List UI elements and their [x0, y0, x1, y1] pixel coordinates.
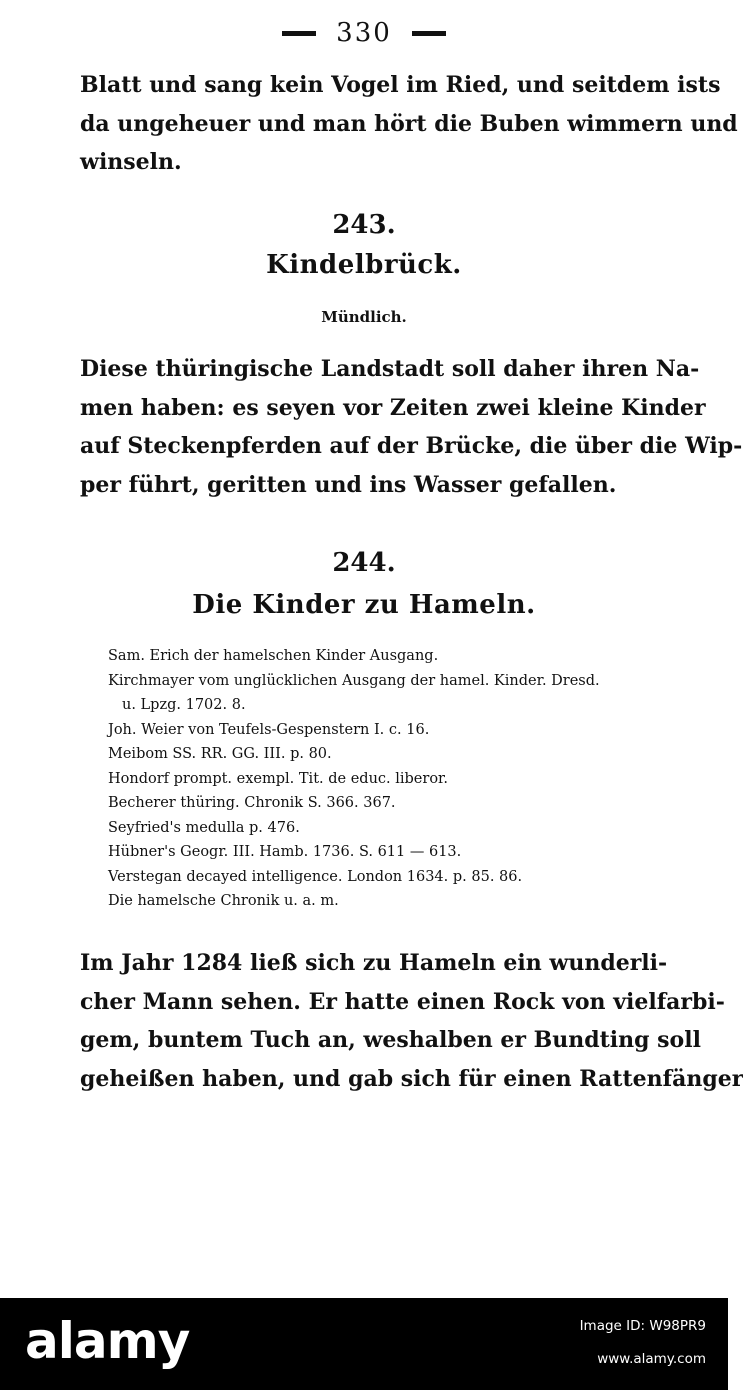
reference-item: Die hamelsche Chronik u. a. m.: [108, 893, 339, 909]
reference-list: [108, 644, 668, 914]
text-line: men haben: es seyen vor Zeiten zwei kleine Kinder: [80, 394, 706, 421]
reference-item: Hondorf prompt. exempl. Tit. de educ. liberor.: [108, 770, 448, 787]
text-line: geheißen haben, und gab sich für einen Rattenfänger: [80, 1065, 743, 1092]
footer-meta: [580, 1310, 706, 1376]
section-243-number: 243.: [332, 210, 396, 240]
reference-item: Sam. Erich der hamelschen Kinder Ausgang.: [108, 648, 439, 664]
text-line: Blatt und sang kein Vogel im Ried, und seitdem ists: [80, 72, 721, 98]
text-line: Im Jahr 1284 ließ sich zu Hameln ein wunderli-: [80, 950, 668, 976]
text-line: cher Mann sehen. Er hatte einen Rock von vielfarbi-: [80, 988, 725, 1015]
reference-item: Kirchmayer vom unglücklichen Ausgang der hamel. Kinder. Dresd.: [108, 672, 600, 689]
reference-item: Becherer thüring. Chronik S. 366. 367.: [108, 795, 396, 811]
watermark-footer: [0, 1298, 728, 1390]
page-header: [0, 18, 728, 48]
image-id: Image ID: W98PR9: [579, 1318, 706, 1334]
section-243-paragraph: [80, 350, 743, 504]
text-line: auf Steckenpferden auf der Brücke, die über die Wip-: [80, 433, 743, 459]
text-line: per führt, geritten und ins Wasser gefallen.: [80, 471, 617, 498]
reference-item: Verstegan decayed intelligence. London 1634. p. 85. 86.: [108, 868, 523, 885]
header-dash-right: [412, 31, 446, 36]
intro-paragraph: [80, 66, 738, 182]
reference-item: Hübner's Geogr. III. Hamb. 1736. S. 611 — 613.: [108, 844, 462, 860]
page-number: 330: [336, 18, 392, 48]
section-243-title: Kindelbrück.: [266, 250, 462, 280]
header-dash-left: [282, 31, 316, 36]
reference-item: Seyfried's medulla p. 476.: [108, 819, 300, 836]
site-url: www.alamy.com: [597, 1351, 706, 1367]
reference-item: Meibom SS. RR. GG. III. p. 80.: [108, 746, 332, 762]
reference-item: u. Lpzg. 1702. 8.: [122, 697, 246, 713]
section-243-source: Mündlich.: [321, 308, 407, 326]
alamy-logo: alamy: [25, 1312, 190, 1370]
section-244-paragraph: [80, 944, 743, 1098]
text-line: Diese thüringische Landstadt soll daher ihren Na-: [80, 356, 700, 382]
reference-item: Joh. Weier von Teufels-Gespenstern I. c. 16.: [108, 721, 430, 738]
text-line: winseln.: [80, 149, 182, 175]
text-line: da ungeheuer und man hört die Buben wimmern und: [80, 110, 738, 137]
section-244-number: 244.: [332, 548, 396, 578]
text-line: gem, buntem Tuch an, weshalben er Bundting soll: [80, 1027, 701, 1053]
section-244-title: Die Kinder zu Hameln.: [192, 590, 536, 620]
